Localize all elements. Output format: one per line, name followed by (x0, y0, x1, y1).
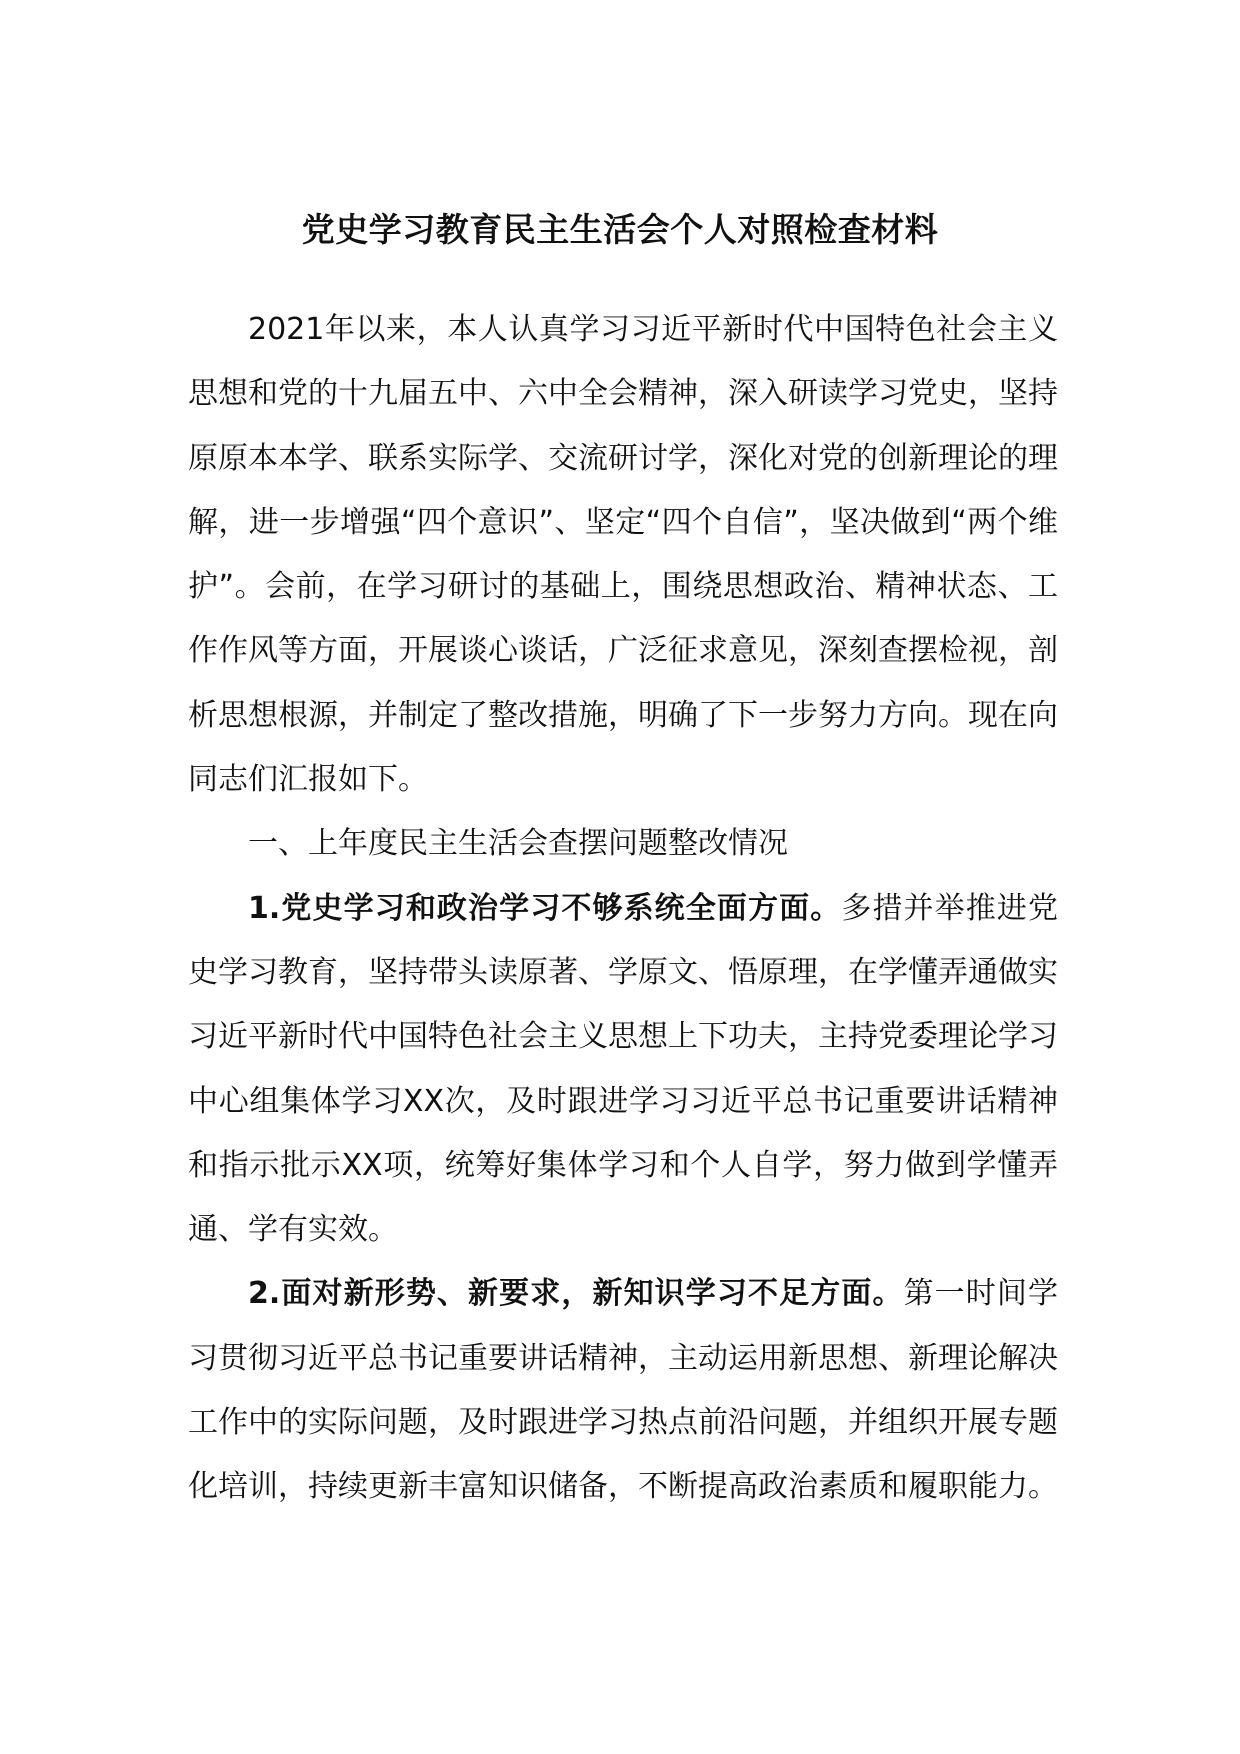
section-heading: 一、上年度民主生活会查摆问题整改情况 (248, 826, 788, 862)
document-body (188, 298, 1058, 1520)
item-lead: 1.党史学习和政治学习不够系统全面方面。 (248, 890, 842, 926)
item-lead: 2.面对新形势、新要求，新知识学习不足方面。 (248, 1276, 904, 1312)
document-title: 党史学习教育民主生活会个人对照检查材料 (301, 210, 939, 249)
list-item (188, 877, 1058, 1263)
item-text: 第一时间学习贯彻习近平总书记重要讲话精神，主动运用新思想、新理论解决工作中的实际问题，及时跟进学习热点前沿问题，并组织开展专题化培训，持续更新丰富知识储备，不断提高政治素质和履职能力。 (188, 1276, 1058, 1505)
list-item (188, 1262, 1058, 1519)
item-text: 多措并举推进党史学习教育，坚持带头读原著、学原文、悟原理，在学懂弄通做实习近平新时代中国特色社会主义思想上下功夫，主持党委理论学习中心组集体学习XX次，及时跟进学习习近平总书记重要讲话精神和指示批示XX项，统筹好集体学习和个人自学，努力做到学懂弄通、学有实效。 (188, 890, 1058, 1248)
intro-paragraph: 2021年以来，本人认真学习习近平新时代中国特色社会主义思想和党的十九届五中、六中全会精神，深入研读学习党史，坚持原原本本学、联系实际学、交流研讨学，深化对党的创新理论的理解，进一步增强“四个意识”、坚定“四个自信”，坚决做到“两个维护”。会前，在学习研讨的基础上，围绕思想政治、精神状态、工作作风等方面，开展谈心谈话，广泛征求意见，深刻查摆检视，剖析思想根源，并制定了整改措施，明确了下一步努力方向。现在向同志们汇报如下。 (188, 312, 1058, 798)
